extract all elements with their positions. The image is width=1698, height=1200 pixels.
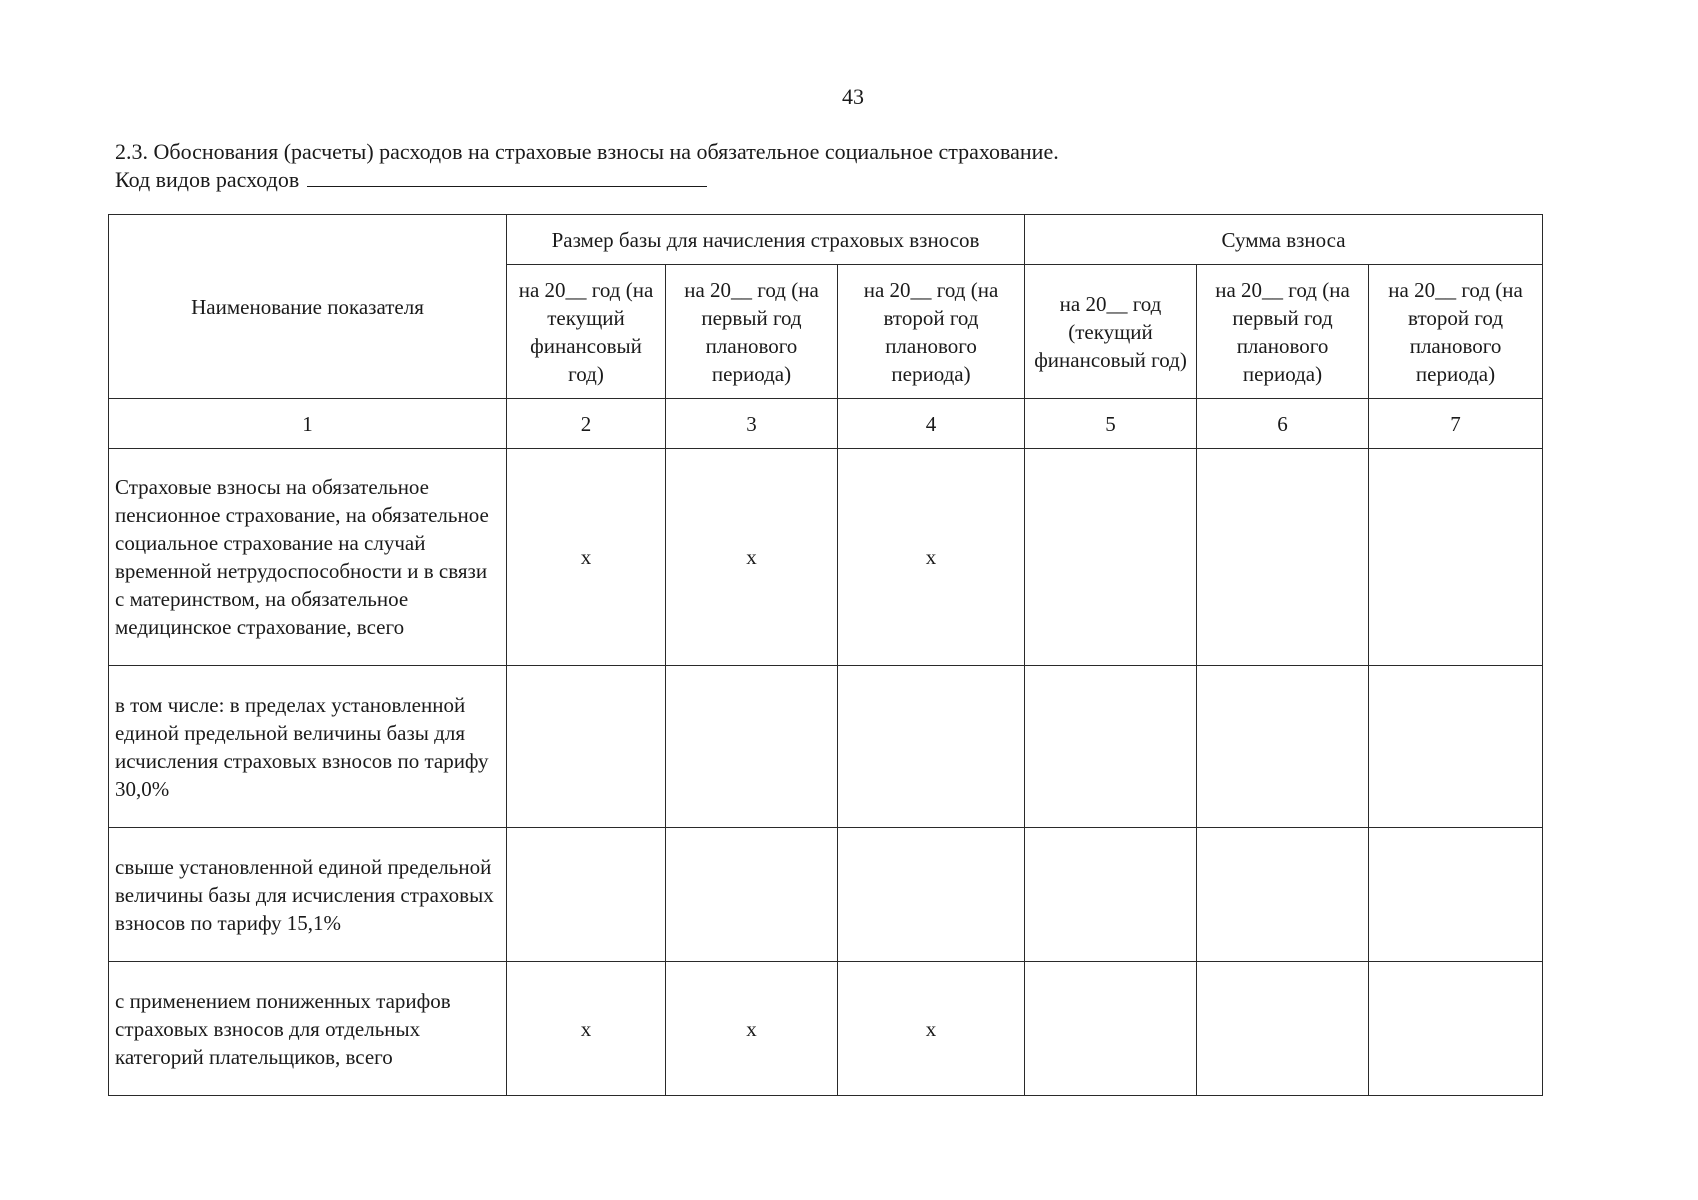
header-indicator-name: Наименование показателя	[109, 215, 507, 399]
table-cell[interactable]: x	[838, 449, 1025, 666]
column-number: 6	[1197, 399, 1369, 449]
column-number: 4	[838, 399, 1025, 449]
header-group-base: Размер базы для начисления страховых взносов	[507, 215, 1025, 265]
column-number: 2	[507, 399, 666, 449]
table-cell[interactable]	[1197, 449, 1369, 666]
table-cell[interactable]	[1369, 962, 1543, 1096]
expense-code-label: Код видов расходов	[115, 167, 300, 192]
row-label-rate-15: свыше установленной единой предельной величины базы для исчисления страховых взносов по тарифу 15,1%	[109, 828, 507, 962]
subheader-base-second-plan: на 20__ год (на второй год планового периода)	[838, 265, 1025, 399]
table-cell[interactable]	[1197, 666, 1369, 828]
table-cell[interactable]	[1369, 828, 1543, 962]
table-cell[interactable]: x	[507, 962, 666, 1096]
table-cell[interactable]	[1197, 962, 1369, 1096]
table-cell[interactable]	[1025, 666, 1197, 828]
table-cell[interactable]	[1025, 828, 1197, 962]
column-number: 3	[666, 399, 838, 449]
table-row	[109, 962, 1543, 1096]
subheader-base-current: на 20__ год (на текущий финансовый год)	[507, 265, 666, 399]
subheader-sum-first-plan: на 20__ год (на первый год планового периода)	[1197, 265, 1369, 399]
table-cell[interactable]	[1025, 449, 1197, 666]
table-cell[interactable]: x	[838, 962, 1025, 1096]
contributions-table	[108, 214, 1543, 1096]
table-cell[interactable]	[507, 828, 666, 962]
expense-code-line	[115, 166, 707, 194]
table-cell[interactable]	[838, 666, 1025, 828]
table-cell[interactable]	[666, 828, 838, 962]
page-number: 43	[842, 84, 864, 109]
row-label-reduced-rates: с применением пониженных тарифов страховых взносов для отдельных категорий плательщиков, всего	[109, 962, 507, 1096]
expense-code-blank[interactable]	[307, 166, 707, 187]
header-group-sum: Сумма взноса	[1025, 215, 1543, 265]
table-cell[interactable]	[1369, 449, 1543, 666]
table-row	[109, 666, 1543, 828]
subheader-base-first-plan: на 20__ год (на первый год планового периода)	[666, 265, 838, 399]
table-cell[interactable]	[1197, 828, 1369, 962]
row-label-rate-30: в том числе: в пределах установленной единой предельной величины базы для исчисления страховых взносов по тарифу 30,0%	[109, 666, 507, 828]
subheader-sum-current: на 20__ год (текущий финансовый год)	[1025, 265, 1197, 399]
table-cell[interactable]: x	[666, 449, 838, 666]
table-cell[interactable]	[1369, 666, 1543, 828]
table-cell[interactable]	[666, 666, 838, 828]
section-heading: 2.3. Обоснования (расчеты) расходов на страховые взносы на обязательное социальное страхование.	[115, 139, 1059, 164]
table-cell[interactable]: x	[666, 962, 838, 1096]
table-cell[interactable]	[507, 666, 666, 828]
subheader-sum-second-plan: на 20__ год (на второй год планового периода)	[1369, 265, 1543, 399]
row-label-total: Страховые взносы на обязательное пенсионное страхование, на обязательное социальное страхование на случай временной нетрудоспособности и в связи с материнством, на обязательное медицинское страхование, всего	[109, 449, 507, 666]
column-number: 7	[1369, 399, 1543, 449]
table-cell[interactable]: x	[507, 449, 666, 666]
table-row	[109, 449, 1543, 666]
table-cell[interactable]	[1025, 962, 1197, 1096]
column-number-row	[109, 399, 1543, 449]
table-cell[interactable]	[838, 828, 1025, 962]
column-number: 1	[109, 399, 507, 449]
column-number: 5	[1025, 399, 1197, 449]
table-row	[109, 828, 1543, 962]
